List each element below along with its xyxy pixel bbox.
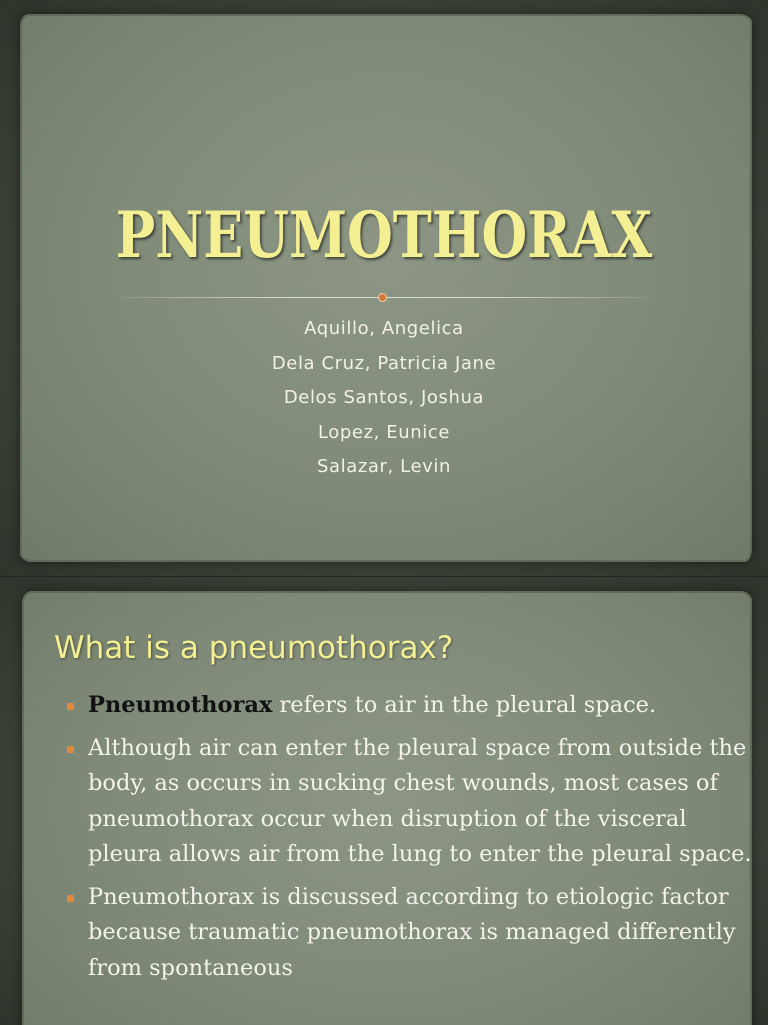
bullet-item xyxy=(64,731,754,873)
square-bullet-icon xyxy=(67,895,74,902)
bullet-text: refers to air in the pleural space. xyxy=(272,692,657,718)
slide-heading: What is a pneumothorax? xyxy=(54,630,454,666)
author-name: Delos Santos, Joshua xyxy=(283,387,485,408)
author-name: Lopez, Eunice xyxy=(317,421,451,443)
bullet-item xyxy=(64,880,754,987)
bullet-item xyxy=(64,688,754,724)
author-name: Salazar, Levin xyxy=(316,456,452,477)
author-name: Aquillo, Angelica xyxy=(304,318,464,339)
divider-dot-icon xyxy=(378,293,387,302)
bullet-list xyxy=(64,688,754,993)
author-name: Dela Cruz, Patricia Jane xyxy=(271,352,497,374)
bullet-term: Pneumothorax xyxy=(88,692,273,718)
presentation-title: PNEUMOTHORAX xyxy=(115,198,653,273)
square-bullet-icon xyxy=(67,746,74,753)
author-list xyxy=(0,314,768,487)
bullet-text: Pneumothorax is discussed according to etiologic factor because traumatic pneumothorax is managed differently from spontaneous xyxy=(88,883,736,981)
bullet-text: Although air can enter the pleural space from outside the body, as occurs in sucking chest wounds, most cases of pneumothorax occur when disruption of the visceral pleura allows air from the lung to enter the pleural space. xyxy=(88,734,752,867)
square-bullet-icon xyxy=(67,703,74,710)
